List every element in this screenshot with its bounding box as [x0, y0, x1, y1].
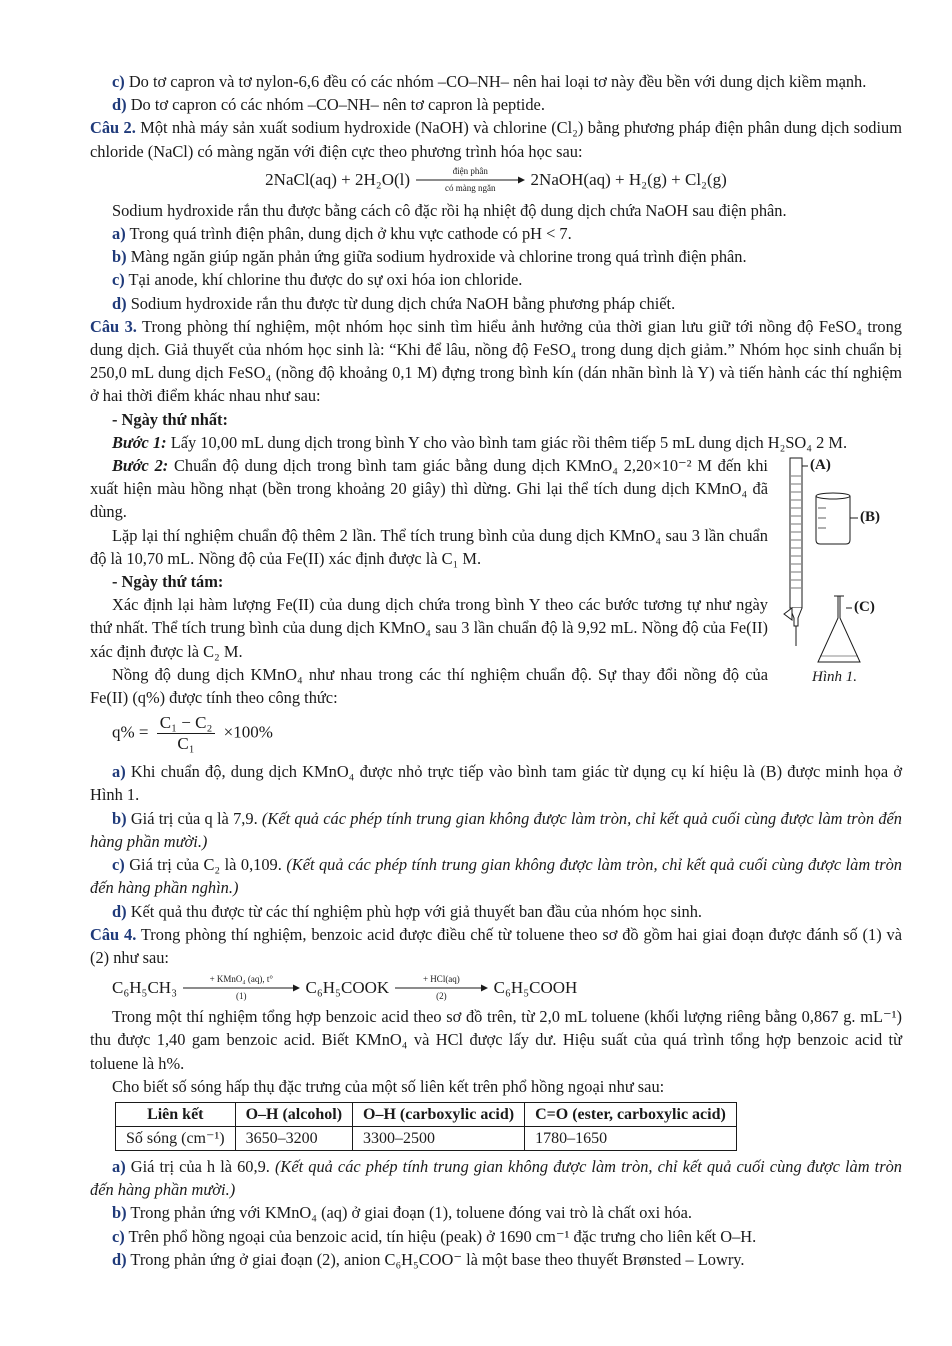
q3-formula: q% = $\frac{\text{C₁ − C₂}}{\text{C₁}}$ ×100% [112, 713, 273, 754]
q4-option-c: c) Trên phổ hồng ngoại của benzoic acid, tín hiệu (peak) ở 1690 cm⁻¹ đặc trưng cho liên kết O–H. [112, 1226, 757, 1246]
q3-step2: Bước 2: Chuẩn độ dung dịch trong bình tam giác bằng dung dịch KMnO₄ 2,20×10⁻² M đến khi xuất hiện màu hồng nhạt (bền trong khoảng 20 giây) thì dừng. Ghi lại thể tích dung dịch KMnO₄ đã dùng. [90, 456, 768, 522]
q2-option-c: c) Tại anode, khí chlorine thu được do sự oxi hóa ion chloride. [112, 270, 523, 290]
q3-step1: Bước 1: Lấy 10,00 mL dung dịch trong bình Y cho vào bình tam giác rồi thêm tiếp 5 mL dung dịch H₂SO₄ 2 M. [112, 432, 848, 452]
formula-fraction: $\frac{\text{C₁ − C₂}}{\text{C₁}}$ [157, 713, 216, 754]
table-header-row [116, 1102, 737, 1126]
q3-formula-intro: Nồng độ dung dịch KMnO₄ như nhau trong các thí nghiệm chuẩn độ. Sự thay đổi nồng độ của Fe(II) (q%) được tính theo công thức: [90, 664, 768, 708]
q3-option-b: b) Giá trị của q là 7,9. (Kết quả các phép tính trung gian không được làm tròn, chỉ kết quả cuối cùng được làm tròn đến hàng phần mười.) [90, 808, 902, 851]
q3-day8-text: Xác định lại hàm lượng Fe(II) của dung dịch chứa trong bình Y theo các bước tương tự như ngày thứ nhất. Thể tích trung bình của dung dịch KMnO₄ sau 3 lần chuẩn độ là 9,92 mL. Nồng độ của Fe(II) xác định được là C₂ M. [90, 595, 768, 661]
reaction-arrow: điện phân có màng ngăn [414, 170, 526, 192]
titration-figure [782, 456, 902, 696]
q1-option-d: d) Do tơ capron có các nhóm –CO–NH– nên tơ capron là peptide. [112, 95, 545, 115]
table-cell: 1780–1650 [525, 1126, 737, 1150]
q2-intro: Câu 2. Một nhà máy sản xuất sodium hydroxide (NaOH) và chlorine (Cl₂) bằng phương pháp điện phân dung dịch sodium chloride (NaCl) có màng ngăn với điện cực theo phương trình hóa học sau: [90, 118, 903, 161]
q3-day8-heading: - Ngày thứ tám: [112, 572, 224, 592]
burette-flask-diagram [782, 456, 902, 696]
q4-intro: Câu 4. Trong phòng thí nghiệm, benzoic acid được điều chế từ toluene theo sơ đồ gồm hai giai đoạn được đánh số (1) và (2) như sau: [90, 924, 902, 967]
q2-option-d: d) Sodium hydroxide rắn thu được từ dung dịch chứa NaOH bằng phương pháp chiết. [112, 293, 676, 313]
table-header: O–H (alcohol) [235, 1102, 352, 1126]
q3-day1-heading: - Ngày thứ nhất: [112, 409, 228, 429]
stage2-arrow: + HCl(aq) (2) [393, 978, 489, 1000]
q3-option-c: c) Giá trị của C₂ là 0,109. (Kết quả các phép tính trung gian không được làm tròn, chỉ kết quả cuối cùng được làm tròn đến hàng phần nghìn.) [90, 855, 902, 898]
q2-after: Sodium hydroxide rắn thu được bằng cách cô đặc rồi hạ nhiệt độ dung dịch chứa NaOH sau điện phân. [112, 200, 787, 220]
table-row [116, 1126, 737, 1150]
q4-para1: Trong một thí nghiệm tổng hợp benzoic acid theo sơ đồ trên, từ 2,0 mL toluene (khối lượng riêng bằng 0,867 g. mL⁻¹) thu được 1,40 gam benzoic acid. Biết KMnO₄ và HCl được lấy dư. Hiệu suất của quá trình tổng hợp benzoic acid từ toluene là h%. [90, 1007, 902, 1073]
q2-option-b: b) Màng ngăn giúp ngăn phản ứng giữa sodium hydroxide và chlorine trong quá trình điện phân. [112, 247, 747, 267]
exam-page [90, 70, 902, 1271]
q3-option-a: a) Khi chuẩn độ, dung dịch KMnO₄ được nhỏ trực tiếp vào bình tam giác từ dụng cụ kí hiệu là (B) được minh họa ở Hình 1. [90, 762, 902, 805]
table-header: C=O (ester, carboxylic acid) [525, 1102, 737, 1126]
q4-option-d: d) Trong phản ứng ở giai đoạn (2), anion C₆H₅COO⁻ là một base theo thuyết Brønsted – Lowry. [112, 1249, 745, 1269]
label-A: (A) [810, 457, 831, 474]
table-cell: Số sóng (cm⁻¹) [116, 1126, 236, 1150]
table-header: Liên kết [116, 1102, 236, 1126]
q4-scheme: C₆H₅CH₃ + KMnO₄ (aq), t° (1) C₆H₅COOK + HCl(aq) (2) C₆H₅COOH [112, 974, 578, 1002]
figure-caption: Hình 1. [812, 669, 857, 686]
label-B: (B) [860, 509, 880, 526]
q2-equation: 2NaCl(aq) + 2H₂O(l) điện phân có màng ngăn 2NaOH(aq) + H₂(g) + Cl₂(g) [265, 165, 727, 193]
q3-repeat: Lặp lại thí nghiệm chuẩn độ thêm 2 lần. Thể tích trung bình của dung dịch KMnO₄ sau 3 lần chuẩn độ là 10,70 mL. Nồng độ của Fe(II) xác định được là C₁ M. [90, 525, 768, 568]
ir-table [115, 1102, 737, 1151]
q2-option-a: a) Trong quá trình điện phân, dung dịch ở khu vực cathode có pH < 7. [112, 224, 572, 244]
q4-option-a: a) Giá trị của h là 60,9. (Kết quả các phép tính trung gian không được làm tròn, chỉ kết quả cuối cùng được làm tròn đến hàng phần mười.) [90, 1156, 902, 1200]
table-header: O–H (carboxylic acid) [353, 1102, 525, 1126]
table-cell: 3650–3200 [235, 1126, 352, 1150]
q3-option-d: d) Kết quả thu được từ các thí nghiệm phù hợp với giả thuyết ban đầu của nhóm học sinh. [112, 901, 703, 921]
label-C: (C) [854, 599, 875, 616]
q3-intro: Câu 3. Trong phòng thí nghiệm, một nhóm học sinh tìm hiểu ảnh hưởng của thời gian lưu giữ tới nồng độ FeSO₄ trong dung dịch. Giả thuyết của nhóm học sinh là: “Khi để lâu, nồng độ FeSO₄ trong dung dịch giảm.” Nhóm học sinh chuẩn bị 250,0 mL dung dịch FeSO₄ (nồng độ khoảng 0,1 M) đựng trong bình kín (dán nhãn bình là Y) và tiến hành các thí nghiệm ở hai thời điểm khác nhau như sau: [90, 316, 902, 406]
q1-option-c: c) Do tơ capron và tơ nylon-6,6 đều có các nhóm –CO–NH– nên hai loại tơ này đều bền với dung dịch kiềm mạnh. [112, 72, 867, 91]
q4-option-b: b) Trong phản ứng với KMnO₄ (aq) ở giai đoạn (1), toluene đóng vai trò là chất oxi hóa. [112, 1203, 693, 1223]
stage1-arrow: + KMnO₄ (aq), t° (1) [181, 978, 301, 1000]
q4-table-intro: Cho biết số sóng hấp thụ đặc trưng của một số liên kết trên phổ hồng ngoại như sau: [112, 1076, 665, 1096]
table-cell: 3300–2500 [353, 1126, 525, 1150]
